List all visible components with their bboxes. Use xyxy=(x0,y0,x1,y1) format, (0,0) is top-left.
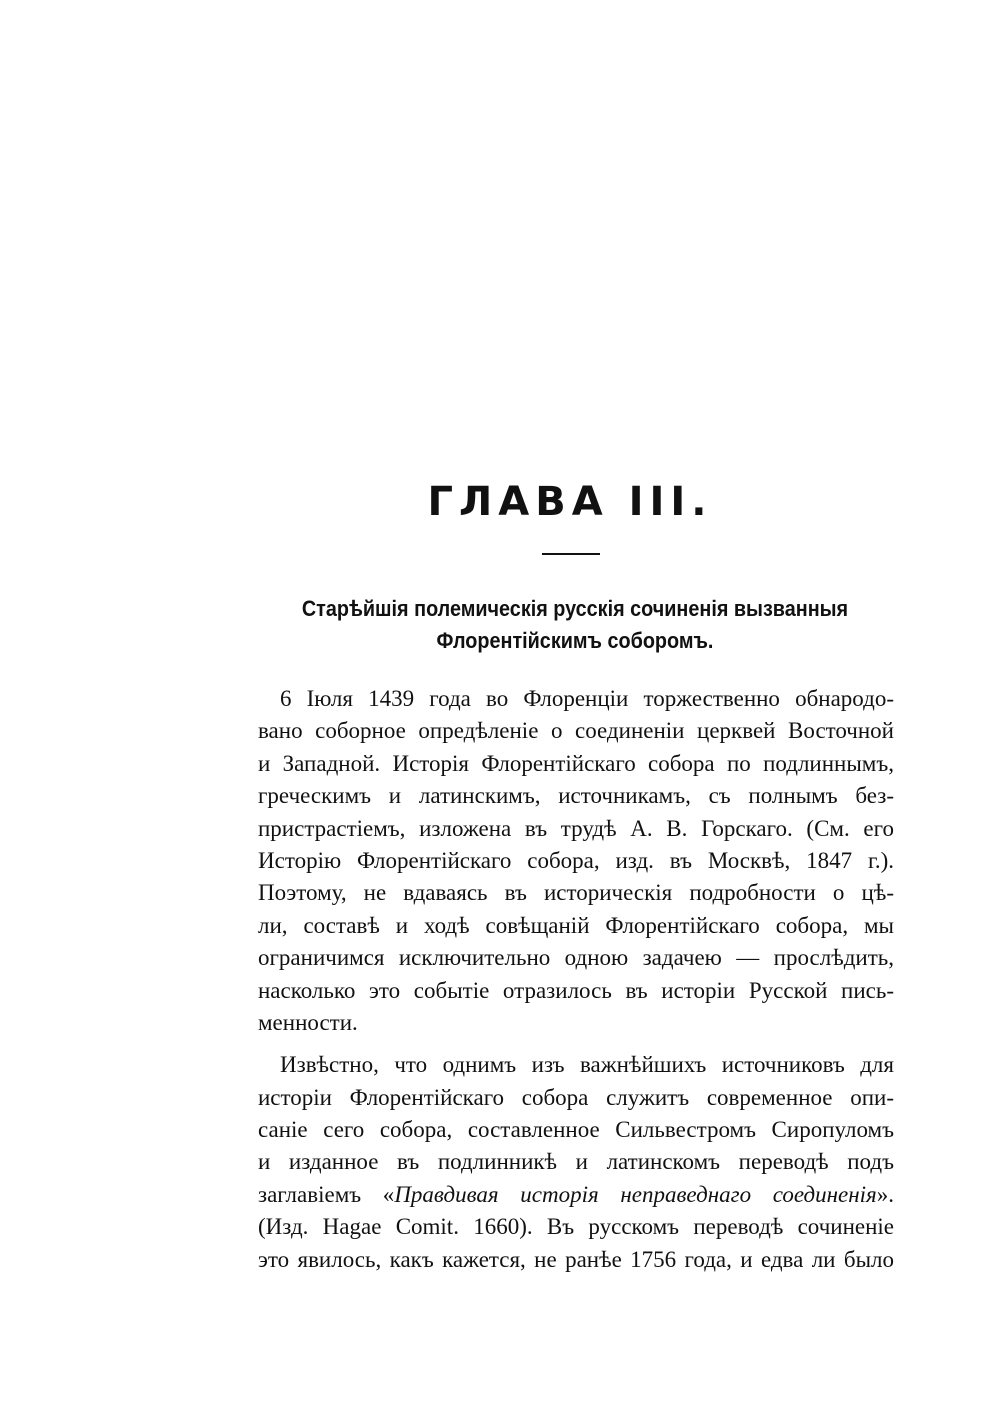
text-line: пристрастіемъ, изложена въ трудѣ А. В. Горскаго. (См. его xyxy=(258,815,894,841)
text-line: греческимъ и латинскимъ, источникамъ, съ полнымъ без- xyxy=(258,783,894,809)
text-line: Извѣстно, что однимъ изъ важнѣйшихъ источниковъ для xyxy=(280,1052,894,1078)
text-line: это явилось, какъ кажется, не ранѣе 1756 года, и едва ли было xyxy=(258,1246,894,1272)
text-line: исторіи Флорентійскаго собора служитъ современное опи- xyxy=(258,1084,894,1110)
body-text xyxy=(258,683,894,1276)
work-title-italic: Правдивая исторія неправеднаго соединенія xyxy=(394,1181,877,1207)
text-line: (Изд. Hagae Comit. 1660). Въ русскомъ переводѣ сочиненіе xyxy=(258,1214,894,1240)
text-line: ограничимся исключительно одною задачею — прослѣдить, xyxy=(258,945,894,971)
text-line: Поэтому, не вдаваясь въ историческія подробности о цѣ- xyxy=(258,880,894,906)
text-line: вано соборное опредѣленіе о соединеніи церквей Восточной xyxy=(258,718,894,744)
subtitle-line-2: Флорентійскимъ соборомъ. xyxy=(436,628,714,653)
text-line: насколько это событіе отразилось въ исторіи Русской пись- xyxy=(258,977,894,1003)
text-line: 6 Іюля 1439 года во Флоренціи торжественно обнародо- xyxy=(280,686,894,711)
chapter-title: ГЛАВА III. xyxy=(427,479,713,525)
subtitle-line-1: Старѣйшія полемическія русскія сочиненія вызванныя xyxy=(301,596,849,621)
text-line: ли, составѣ и ходѣ совѣщаній Флорентійскаго собора, мы xyxy=(258,912,894,938)
text-line-with-italic-title xyxy=(258,1179,894,1211)
title-divider xyxy=(542,553,600,555)
text-fragment: заглавіемъ « xyxy=(258,1181,395,1207)
chapter-subtitle xyxy=(287,593,863,657)
paragraph-2 xyxy=(258,1049,894,1276)
text-line: саніе сего собора, составленное Сильвестромъ Сиропуломъ xyxy=(258,1117,894,1143)
text-line: Исторію Флорентійскаго собора, изд. въ Москвѣ, 1847 г.). xyxy=(258,847,894,873)
text-fragment: ». xyxy=(876,1181,895,1207)
text-line: и Западной. Исторія Флорентійскаго собора по подлиннымъ, xyxy=(258,750,894,776)
paragraph-1 xyxy=(258,683,894,1039)
text-line: менности. xyxy=(258,1009,358,1035)
text-line: и изданное въ подлинникѣ и латинскомъ переводѣ подъ xyxy=(258,1149,894,1175)
